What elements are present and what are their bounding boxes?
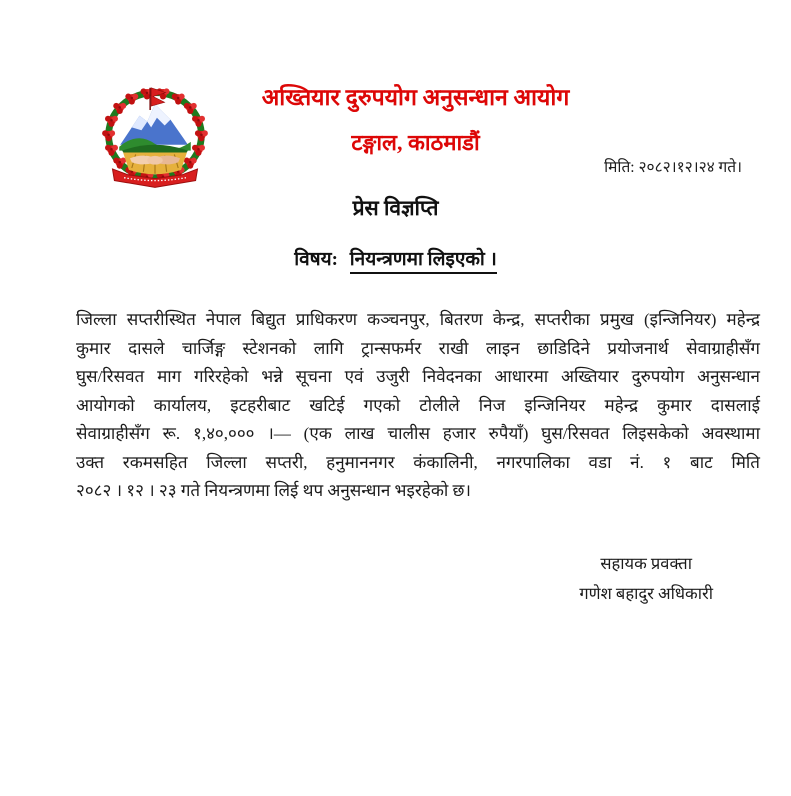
- body-line: आयोगको कार्यालय, इटहरीबाट खटिई गएको टोलीले निज इन्जिनियर महेन्द्र कुमार दासलाई: [76, 395, 760, 415]
- subject-label: विषय:: [294, 249, 339, 270]
- document-title: प्रेस विज्ञप्ति: [352, 196, 439, 220]
- body-line: जिल्ला सप्तरीस्थित नेपाल बिद्युत प्राधिकरण कञ्चनपुर, बितरण केन्द्र, सप्तरीका प्रमुख (इन्जिनियर) महेन्द्र: [76, 310, 760, 329]
- body-line: उक्त रकमसहित जिल्ला सप्तरी, हनुमाननगर कंकालिनी, नगरपालिका वडा नं. १ बाट मिति: [76, 452, 760, 472]
- body-line: सेवाग्राहीसँग रू. १,४०,००० ।— (एक लाख चालीस हजार रुपैयाँ) घुस/रिसवत लिइसकेको अवस्थामा: [76, 424, 760, 443]
- body-paragraph: [76, 306, 760, 506]
- signatory-post: सहायक प्रवक्ता: [600, 554, 692, 573]
- organization-address: टङ्गाल, काठमाडौं: [351, 130, 480, 155]
- subject-text: नियन्त्रणमा लिइएको ।: [350, 249, 497, 274]
- body-line: कुमार दासले चार्जिङ्ग स्टेशनको लागि ट्रान्सफर्मर राखी लाइन छाडिदिने प्रयोजनार्थ सेवाग्राहीसँग: [76, 338, 760, 358]
- organization-name: अख्तियार दुरुपयोग अनुसन्धान आयोग: [261, 85, 570, 110]
- date-line: मिति: २०८२।१२।२४ गते।: [604, 159, 742, 176]
- letterhead: [75, 84, 756, 156]
- subject-line: [0, 245, 791, 271]
- body-line: घुस/रिसवत माग गरिरहेको भन्ने सूचना एवं उजुरी निवेदनका आधारमा अख्तियार दुरुपयोग अनुसन्धान: [76, 367, 760, 386]
- body-line: २०८२ । १२ । २३ गते नियन्त्रणमा लिई थप अनुसन्धान भइरहेको छ।: [76, 481, 471, 500]
- signatory-name: गणेश बहादुर अधिकारी: [579, 584, 713, 603]
- signature-block: [579, 549, 713, 609]
